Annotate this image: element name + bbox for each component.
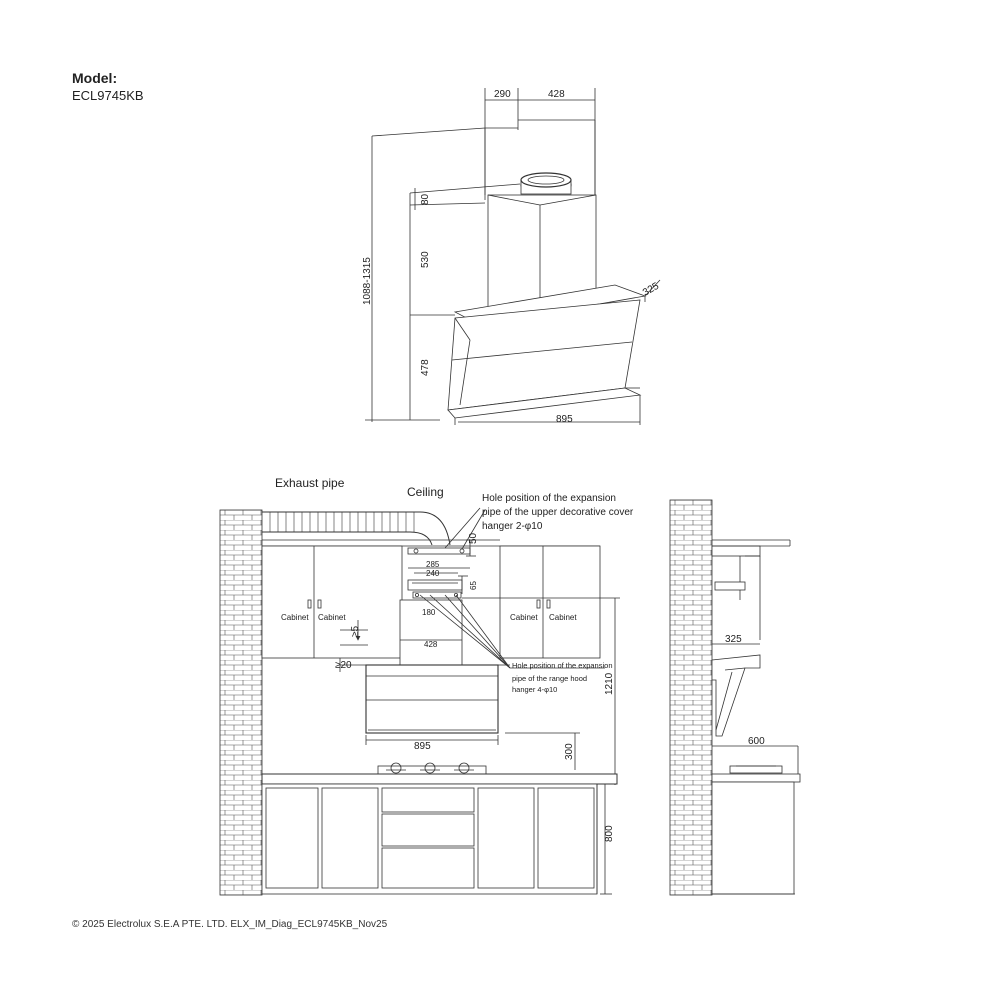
side-view — [670, 500, 800, 895]
dim-290: 290 — [494, 89, 511, 100]
side-dim-325: 325 — [725, 634, 742, 645]
dim-65: 65 — [469, 581, 478, 590]
dim-325: 325 — [641, 280, 661, 299]
copyright-footer: © 2025 Electrolux S.E.A PTE. LTD. ELX_IM_Diag_ECL9745KB_Nov25 — [72, 919, 388, 930]
dim-ge5: ≥5 — [350, 625, 361, 637]
cabinet-label-2: Cabinet — [318, 613, 346, 622]
dim-50: 50 — [468, 532, 479, 544]
dim-180: 180 — [422, 608, 436, 617]
cabinet-label-4: Cabinet — [549, 613, 577, 622]
dim-height-range: 1088-1315 — [362, 257, 373, 305]
dim-285: 285 — [426, 560, 440, 569]
dim-80: 80 — [420, 193, 431, 205]
model-label: Model: — [72, 70, 118, 86]
upper-note-line-2: pipe of the upper decorative cover — [482, 507, 634, 518]
upper-note-line-3: hanger 2-φ10 — [482, 521, 543, 532]
dim-895-install: 895 — [414, 741, 431, 752]
dim-240: 240 — [426, 569, 440, 578]
dim-428-install: 428 — [424, 640, 438, 649]
installation-front-view — [220, 508, 620, 895]
dim-ge20: ≥20 — [335, 660, 352, 671]
dim-800: 800 — [604, 825, 615, 842]
side-dim-600: 600 — [748, 736, 765, 747]
exhaust-pipe-label: Exhaust pipe — [275, 476, 345, 490]
lower-note-line-2: pipe of the range hood — [512, 674, 588, 683]
model-code: ECL9745KB — [72, 88, 144, 103]
dim-478: 478 — [420, 359, 431, 376]
dim-530: 530 — [420, 251, 431, 268]
dim-428: 428 — [548, 89, 565, 100]
ceiling-label: Ceiling — [407, 485, 444, 499]
cabinet-label-1: Cabinet — [281, 613, 309, 622]
hood-product-view — [365, 88, 660, 425]
dim-895: 895 — [556, 414, 573, 425]
lower-note-line-1: Hole position of the expansion — [512, 661, 613, 670]
upper-note-line-1: Hole position of the expansion — [482, 493, 616, 504]
dim-300: 300 — [564, 743, 575, 760]
lower-note-line-3: hanger 4-φ10 — [512, 685, 558, 694]
cabinet-label-3: Cabinet — [510, 613, 538, 622]
dim-1210: 1210 — [604, 672, 615, 695]
